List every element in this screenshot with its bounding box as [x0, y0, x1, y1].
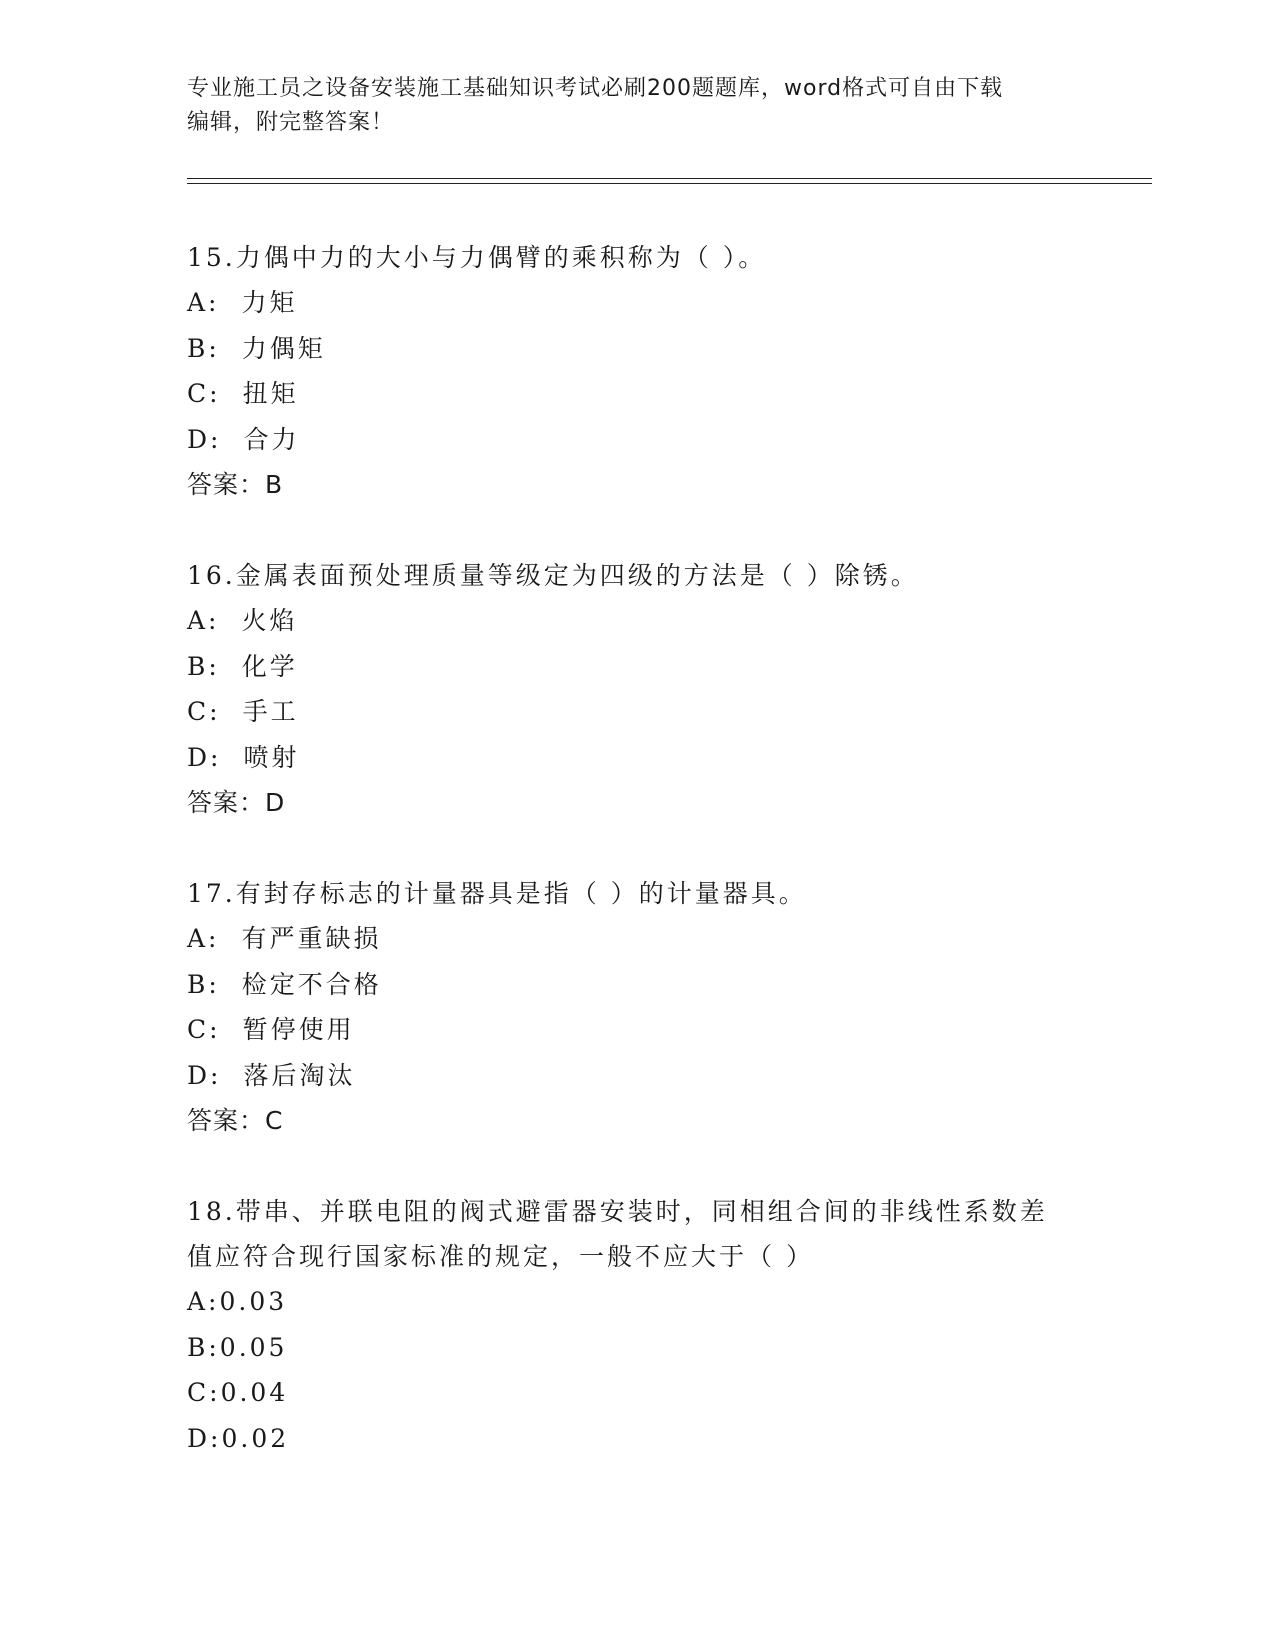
- option-b: [187, 1325, 1147, 1371]
- question-stem: [187, 1189, 1147, 1279]
- question-18: [187, 1189, 1147, 1461]
- option-b: [187, 326, 1147, 372]
- option-d: [187, 1053, 1147, 1099]
- answer-line: 答案：D: [187, 788, 286, 817]
- option-c: [187, 1370, 1147, 1416]
- header-divider-bottom: [187, 183, 1152, 184]
- option-key: C:: [187, 1378, 221, 1407]
- option-key: A:: [187, 924, 220, 953]
- option-c: [187, 371, 1147, 417]
- title-line-1: 专业施工员之设备安装施工基础知识考试必刷200题题库，word格式可自由下载: [187, 76, 1004, 101]
- question-16: [187, 553, 1147, 825]
- answer-line: 答案：B: [187, 470, 284, 499]
- option-key: B:: [187, 1332, 220, 1362]
- option-key: D:: [187, 1423, 222, 1453]
- option-d: [187, 735, 1147, 781]
- option-b: [187, 644, 1147, 690]
- option-key: B:: [187, 969, 220, 999]
- option-text: 有严重缺损: [241, 924, 382, 953]
- option-text: 化学: [241, 651, 298, 681]
- option-d: [187, 417, 1147, 463]
- option-b: [187, 962, 1147, 1008]
- question-stem: 17.有封存标志的计量器具是指（ ）的计量器具。: [187, 879, 807, 908]
- option-key: C:: [187, 379, 221, 408]
- option-text: 合力: [243, 424, 300, 454]
- question-stem: 15.力偶中力的大小与力偶臂的乘积称为（ ）。: [187, 243, 767, 272]
- option-text: 0.03: [219, 1287, 288, 1316]
- option-key: B:: [187, 333, 220, 363]
- option-key: D:: [187, 1060, 222, 1090]
- option-c: [187, 1007, 1147, 1053]
- answer-line: 答案：C: [187, 1106, 284, 1135]
- option-text: 手工: [242, 697, 299, 726]
- option-c: [187, 689, 1147, 735]
- option-text: 暂停使用: [242, 1015, 355, 1044]
- option-text: 落后淘汰: [243, 1060, 356, 1090]
- document-title: [187, 72, 1067, 140]
- option-a: [187, 598, 1147, 644]
- question-stem: 16.金属表面预处理质量等级定为四级的方法是（ ）除锈。: [187, 561, 919, 590]
- option-text: 0.04: [220, 1378, 289, 1407]
- option-key: D:: [187, 742, 222, 772]
- option-key: A:: [187, 606, 220, 635]
- option-a: [187, 1279, 1147, 1325]
- option-text: 力矩: [241, 288, 298, 317]
- option-key: D:: [187, 424, 222, 454]
- option-text: 0.02: [221, 1423, 290, 1453]
- question-stem-line-1: 18.带串、并联电阻的阀式避雷器安装时，同相组合间的非线性系数差: [187, 1197, 1048, 1226]
- option-text: 火焰: [241, 606, 298, 635]
- option-key: C:: [187, 1015, 221, 1044]
- title-line-2: 编辑，附完整答案！: [187, 110, 395, 135]
- option-key: B:: [187, 651, 220, 681]
- option-text: 0.05: [219, 1332, 288, 1362]
- option-key: A:: [187, 288, 220, 317]
- option-text: 喷射: [243, 742, 300, 772]
- option-key: C:: [187, 697, 221, 726]
- question-17: [187, 871, 1147, 1143]
- option-text: 力偶矩: [241, 333, 326, 363]
- option-a: [187, 916, 1147, 962]
- option-key: A:: [187, 1287, 220, 1316]
- option-text: 扭矩: [242, 379, 299, 408]
- option-d: [187, 1416, 1147, 1462]
- option-text: 检定不合格: [241, 969, 382, 999]
- question-stem-line-2: 值应符合现行国家标准的规定，一般不应大于（ ）: [187, 1242, 814, 1271]
- header-divider-top: [187, 178, 1152, 179]
- question-15: [187, 235, 1147, 507]
- option-a: [187, 280, 1147, 326]
